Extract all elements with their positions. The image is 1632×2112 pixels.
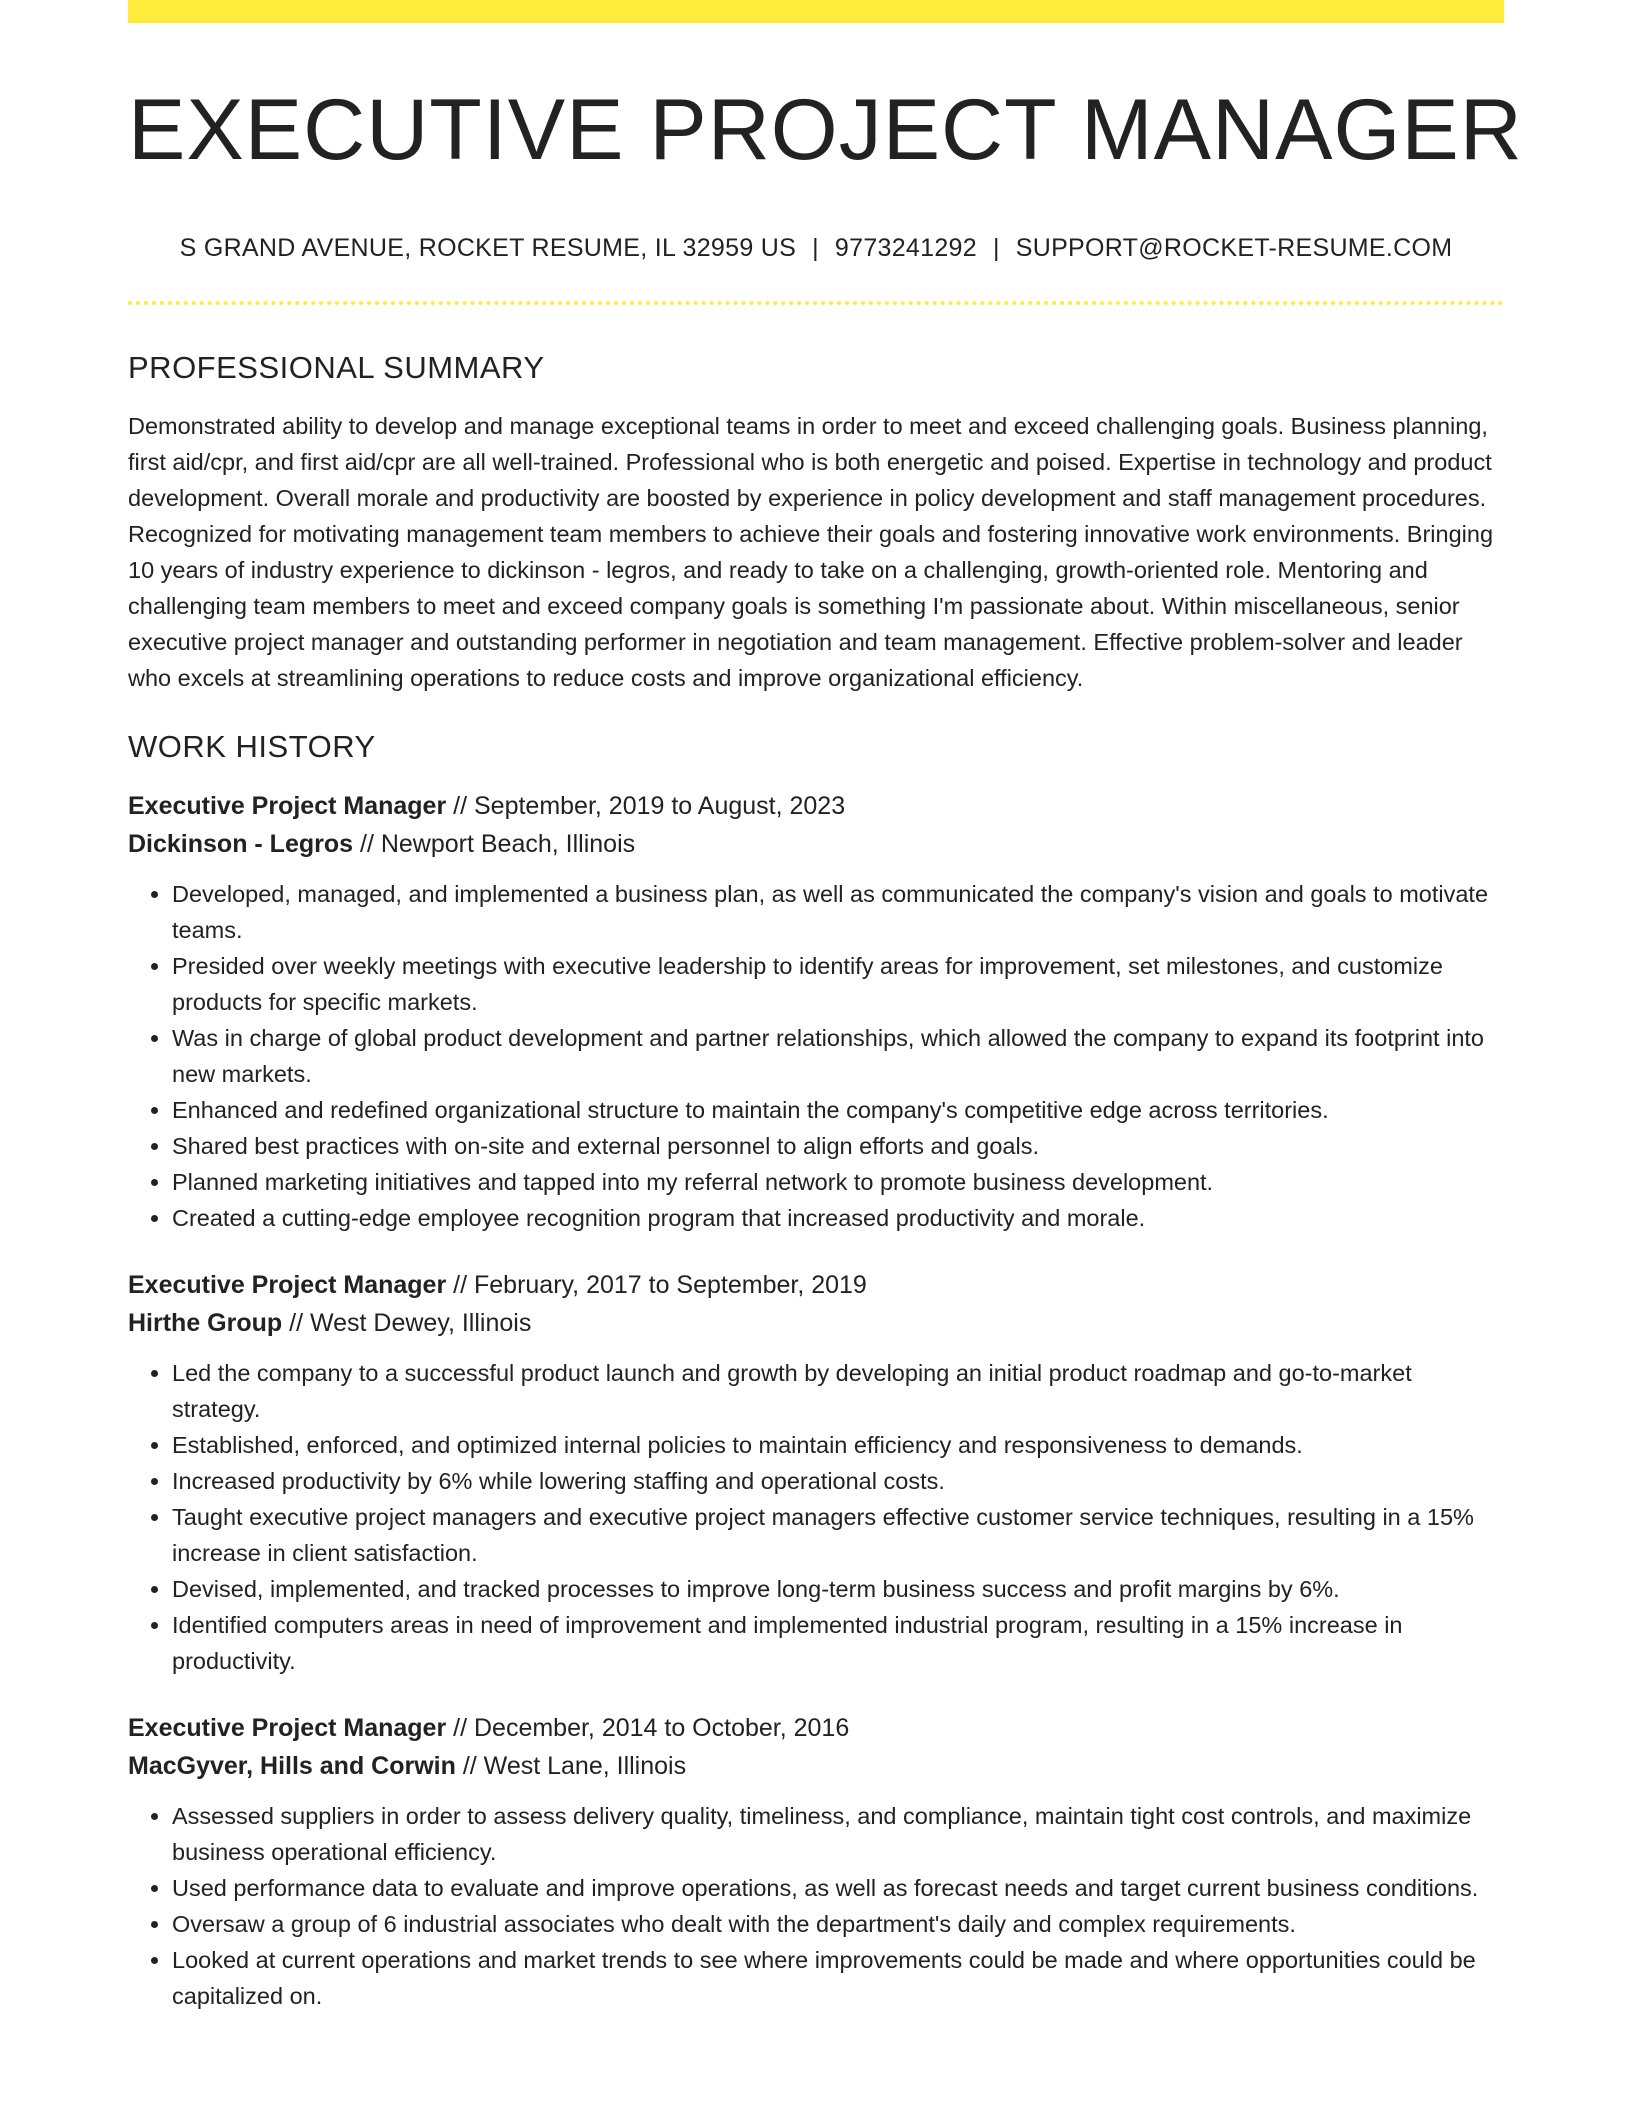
job-bullet: • Shared best practices with on-site and external personnel to align efforts and goals.: [172, 1128, 1504, 1164]
summary-heading: PROFESSIONAL SUMMARY: [128, 349, 545, 385]
job-bullet: • Developed, managed, and implemented a business plan, as well as communicated the company's vision and goals to motivate teams.: [172, 876, 1504, 948]
job-bullet: • Devised, implemented, and tracked processes to improve long-term business success and profit margins by 6%.: [172, 1571, 1504, 1607]
job-bullet: • Used performance data to evaluate and improve operations, as well as forecast needs and target current business conditions.: [172, 1870, 1504, 1906]
job-company-line: [128, 1304, 1504, 1342]
job-title: Executive Project Manager: [128, 1270, 447, 1299]
job-bullet: • Taught executive project managers and executive project managers effective customer service techniques, resulting in a 15% increase in client satisfaction.: [172, 1499, 1504, 1571]
job-bullet: • Identified computers areas in need of improvement and implemented industrial program, resulting in a 15% increase in productivity.: [172, 1607, 1504, 1679]
job-bullet: • Planned marketing initiatives and tapped into my referral network to promote business development.: [172, 1164, 1504, 1200]
job-title: Executive Project Manager: [128, 1713, 447, 1742]
job-bullet: • Led the company to a successful product launch and growth by developing an initial product roadmap and go-to-market strategy.: [172, 1355, 1504, 1427]
summary-text: Demonstrated ability to develop and manage exceptional teams in order to meet and exceed challenging goals. Business planning, first aid/cpr, and first aid/cpr are all well-trained. Professional who is both energetic and poised. Expertise in technology and product development. Overall morale and productivity are boosted by experience in policy development and staff management procedures. Recognized for motivating management team members to achieve their goals and fostering innovative work environments. Bringing 10 years of industry experience to dickinson - legros, and ready to take on a challenging, growth-oriented role. Mentoring and challenging team members to meet and exceed company goals is something I'm passionate about. Within miscellaneous, senior executive project manager and outstanding performer in negotiation and team management. Effective problem-solver and leader who excels at streamlining operations to reduce costs and improve organizational efficiency.: [128, 412, 1494, 691]
job-company: MacGyver, Hills and Corwin: [128, 1751, 456, 1780]
job-company: Dickinson - Legros: [128, 829, 354, 858]
accent-top-bar: [128, 0, 1504, 23]
resume-page: [128, 0, 1523, 2014]
job-company-line: [128, 825, 1504, 863]
contact-separator: |: [812, 233, 819, 262]
job-bullet: • Created a cutting-edge employee recognition program that increased productivity and morale.: [172, 1200, 1504, 1236]
contact-separator: |: [992, 233, 1000, 262]
contact-line: [128, 234, 1504, 263]
job-title: Executive Project Manager: [128, 791, 447, 820]
job-bullet: • Enhanced and redefined organizational structure to maintain the company's competitive edge across territories.: [172, 1092, 1504, 1128]
job-entry: [128, 1266, 1504, 1679]
job-location: // Newport Beach, Illinois: [360, 829, 636, 858]
job-bullet: • Oversaw a group of 6 industrial associates who dealt with the department's daily and complex requirements.: [172, 1906, 1504, 1942]
job-dates: // September, 2019 to August, 2023: [453, 791, 846, 820]
job-location: // West Lane, Illinois: [462, 1751, 687, 1780]
job-bullets: [128, 876, 1504, 1236]
job-bullets: [128, 1355, 1504, 1679]
job-title-line: [128, 1266, 1504, 1304]
job-dates: // December, 2014 to October, 2016: [453, 1713, 850, 1742]
resume-name: EXECUTIVE PROJECT MANAGER: [128, 82, 1523, 178]
job-dates: // February, 2017 to September, 2019: [453, 1270, 867, 1299]
job-location: // West Dewey, Illinois: [289, 1308, 532, 1337]
contact-phone: 9773241292: [834, 233, 977, 262]
job-bullet: • Increased productivity by 6% while lowering staffing and operational costs.: [172, 1463, 1504, 1499]
job-title-line: [128, 1709, 1504, 1747]
job-entry: [128, 1709, 1504, 2014]
job-bullet: • Established, enforced, and optimized internal policies to maintain efficiency and responsiveness to demands.: [172, 1427, 1504, 1463]
job-bullet: • Assessed suppliers in order to assess delivery quality, timeliness, and compliance, maintain tight cost controls, and maximize business operational efficiency.: [172, 1798, 1504, 1870]
job-company-line: [128, 1747, 1504, 1785]
job-bullet: • Was in charge of global product development and partner relationships, which allowed the company to expand its footprint into new markets.: [172, 1020, 1504, 1092]
job-entry: [128, 787, 1504, 1236]
job-bullets: [128, 1798, 1504, 2014]
dotted-divider: [128, 301, 1504, 305]
contact-address: S GRAND AVENUE, ROCKET RESUME, IL 32959 US: [179, 233, 797, 262]
work-history-heading: WORK HISTORY: [128, 728, 376, 764]
job-title-line: [128, 787, 1504, 825]
job-bullet: • Looked at current operations and market trends to see where improvements could be made and where opportunities could be capitalized on.: [172, 1942, 1504, 2014]
contact-email: SUPPORT@ROCKET-RESUME.COM: [1015, 233, 1453, 262]
job-bullet: • Presided over weekly meetings with executive leadership to identify areas for improvement, set milestones, and customize products for specific markets.: [172, 948, 1504, 1020]
job-company: Hirthe Group: [128, 1308, 283, 1337]
